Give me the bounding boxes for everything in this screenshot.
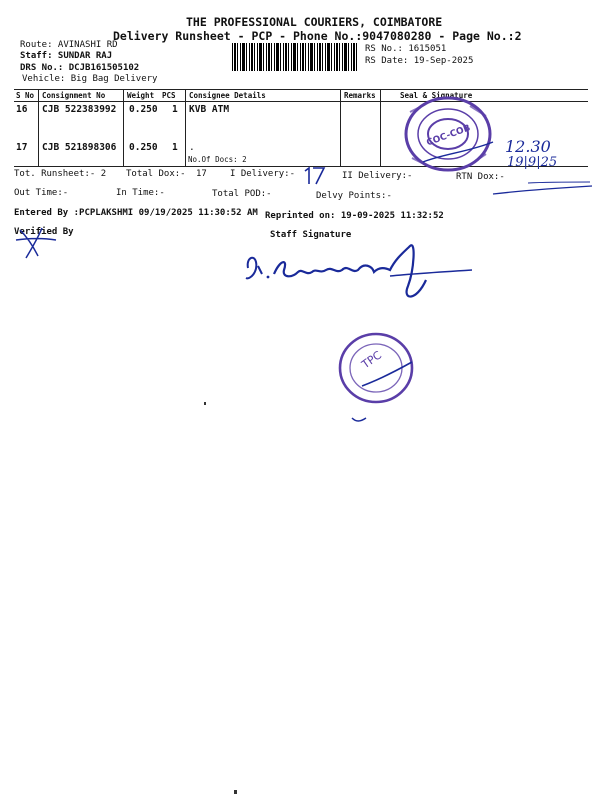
table-row-pcs: 1 (172, 104, 178, 115)
speck (234, 790, 237, 794)
header-seal-signature: Seal & Signature (400, 91, 473, 100)
pen-stroke-icon (488, 180, 598, 198)
rtn-dox: RTN Dox:- (456, 172, 505, 182)
stamp2-text: TPC (359, 348, 385, 372)
speck (204, 402, 206, 405)
staff-label: Staff: SUNDAR RAJ (20, 51, 113, 61)
table-row-pcs: 1 (172, 142, 178, 153)
pen-mark-icon (350, 414, 370, 428)
handwritten-date: 19|9|25 (507, 155, 558, 170)
verified-by: Verified By (14, 227, 74, 237)
header-weight: Weight (127, 91, 155, 100)
reprinted-on: Reprinted on: 19-09-2025 11:32:52 (265, 211, 444, 221)
col-divider (38, 89, 39, 166)
rs-date: RS Date: 19-Sep-2025 (365, 56, 474, 66)
barcode (232, 43, 358, 71)
col-divider (380, 89, 381, 166)
total-dox-label: Total Dox:- (126, 169, 186, 179)
tpc-stamp-icon (332, 326, 422, 410)
handwritten-time: 12.30 (505, 137, 551, 156)
table-row-consignment: CJB 522383992 (42, 104, 117, 115)
table-row-consignment: CJB 521898306 (42, 142, 117, 153)
in-time: In Time:- (116, 188, 165, 198)
header-consignment: Consignment No (42, 91, 106, 100)
i-delivery: I Delivery:- (230, 169, 296, 179)
col-divider (123, 89, 124, 166)
entered-by: Entered By :PCPLAKSHMI 09/19/2025 11:30:52 AM (14, 208, 258, 218)
delvy-points: Delvy Points:- (316, 191, 392, 201)
rs-number: RS No.: 1615051 (365, 44, 447, 54)
route-label: Route: AVINASHI RD (20, 40, 118, 50)
drs-number: DRS No.: DCJB161505102 (20, 63, 140, 73)
staff-signature-icon (240, 240, 480, 310)
header-pcs: PCS (162, 91, 176, 100)
table-row-consignee: KVB ATM (189, 104, 230, 115)
docs-count-note: No.Of Docs: 2 (188, 155, 247, 164)
table-header-rule (14, 101, 588, 102)
table-row-weight: 0.250 (129, 142, 158, 153)
header-consignee: Consignee Details (189, 91, 266, 100)
vehicle-label: Vehicle: Big Bag Delivery (22, 74, 158, 84)
company-title: THE PROFESSIONAL COURIERS, COIMBATORE (186, 15, 443, 29)
table-row-weight: 0.250 (129, 104, 158, 115)
tot-runsheet: Tot. Runsheet:- 2 (14, 169, 107, 179)
stamp1-text: COC-COB (425, 123, 472, 149)
table-top-rule (14, 89, 588, 90)
ii-delivery: II Delivery:- (342, 171, 413, 181)
seal-stamp-icon (398, 92, 498, 174)
staff-signature-label: Staff Signature (270, 230, 352, 240)
header-sno: S No (16, 91, 35, 100)
table-row-sno: 17 (16, 142, 28, 153)
out-time: Out Time:- (14, 188, 69, 198)
header-remarks: Remarks (344, 91, 376, 100)
runsheet-subtitle: Delivery Runsheet - PCP - Phone No.:9047080280 - Page No.:2 (113, 29, 522, 43)
total-pod: Total POD:- (212, 189, 272, 199)
col-divider (185, 89, 186, 166)
handwritten-count (300, 163, 328, 187)
table-row-sno: 16 (16, 104, 28, 115)
col-divider (340, 89, 341, 166)
total-dox-value: 17 (196, 169, 207, 179)
verified-mark-icon (12, 222, 62, 262)
table-row-consignee: . (189, 142, 195, 153)
